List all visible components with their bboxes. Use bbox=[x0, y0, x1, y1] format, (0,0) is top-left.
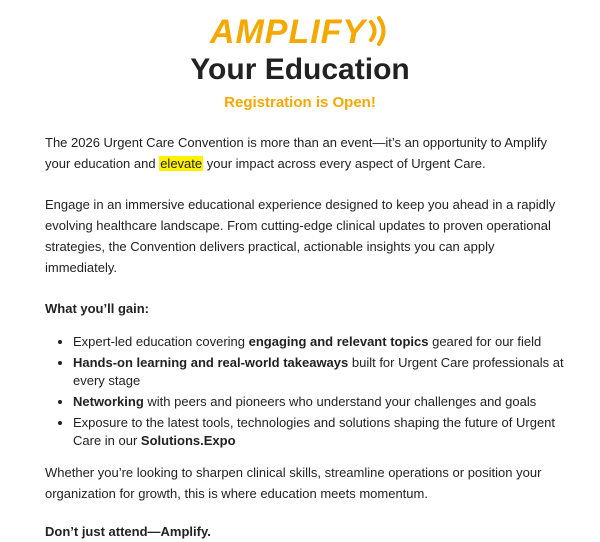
bullet-bold: Networking bbox=[73, 394, 144, 409]
intro-text-start: The 2026 Urgent Care Convention is more than an event—it’s an opportunity to Amplify your education and bbox=[45, 135, 547, 171]
engage-paragraph: Engage in an immersive educational experience designed to keep you ahead in a rapidly evolving healthcare landscape. From cutting-edge clinical updates to proven operational strategies, the Convention delivers practical, actionable insights you can apply immediately. bbox=[45, 197, 556, 275]
closing-line: Don’t just attend—Amplify. bbox=[45, 524, 211, 539]
bullet-text: Exposure to the latest tools, technologies and solutions shaping the future of Urgent Care in our bbox=[73, 415, 556, 448]
page-title: Your Education bbox=[190, 53, 410, 86]
logo-wordmark: AMPLIFY bbox=[209, 13, 367, 51]
intro-text-end: your impact across every aspect of Urgent Care. bbox=[203, 156, 486, 171]
intro-paragraph bbox=[45, 132, 565, 174]
bullet-bold: Hands-on learning and real-world takeaways bbox=[73, 355, 349, 370]
bullet-text: geared for our field bbox=[428, 334, 542, 349]
main-content bbox=[45, 132, 565, 542]
list-item bbox=[73, 354, 565, 390]
momentum-paragraph: Whether you’re looking to sharpen clinical skills, streamline operations or position your organization for growth, this is where education meets momentum. bbox=[45, 465, 542, 501]
bullet-text: built for Urgent Care professionals at every stage bbox=[73, 355, 564, 388]
gain-heading: What you’ll gain: bbox=[45, 301, 149, 316]
benefits-list bbox=[45, 333, 565, 450]
list-item bbox=[73, 393, 565, 411]
list-item bbox=[73, 414, 565, 450]
highlighted-word: elevate bbox=[160, 156, 203, 171]
bullet-text: with peers and pioneers who understand your challenges and goals bbox=[143, 394, 537, 409]
bullet-text: Expert-led education covering bbox=[73, 334, 249, 349]
list-item bbox=[73, 333, 565, 351]
bullet-bold: Solutions.Expo bbox=[140, 433, 236, 448]
bullet-bold: engaging and relevant topics bbox=[248, 334, 429, 349]
signal-waves-icon bbox=[368, 16, 390, 46]
amplify-logo bbox=[0, 12, 600, 52]
registration-subhead: Registration is Open! bbox=[224, 94, 376, 111]
